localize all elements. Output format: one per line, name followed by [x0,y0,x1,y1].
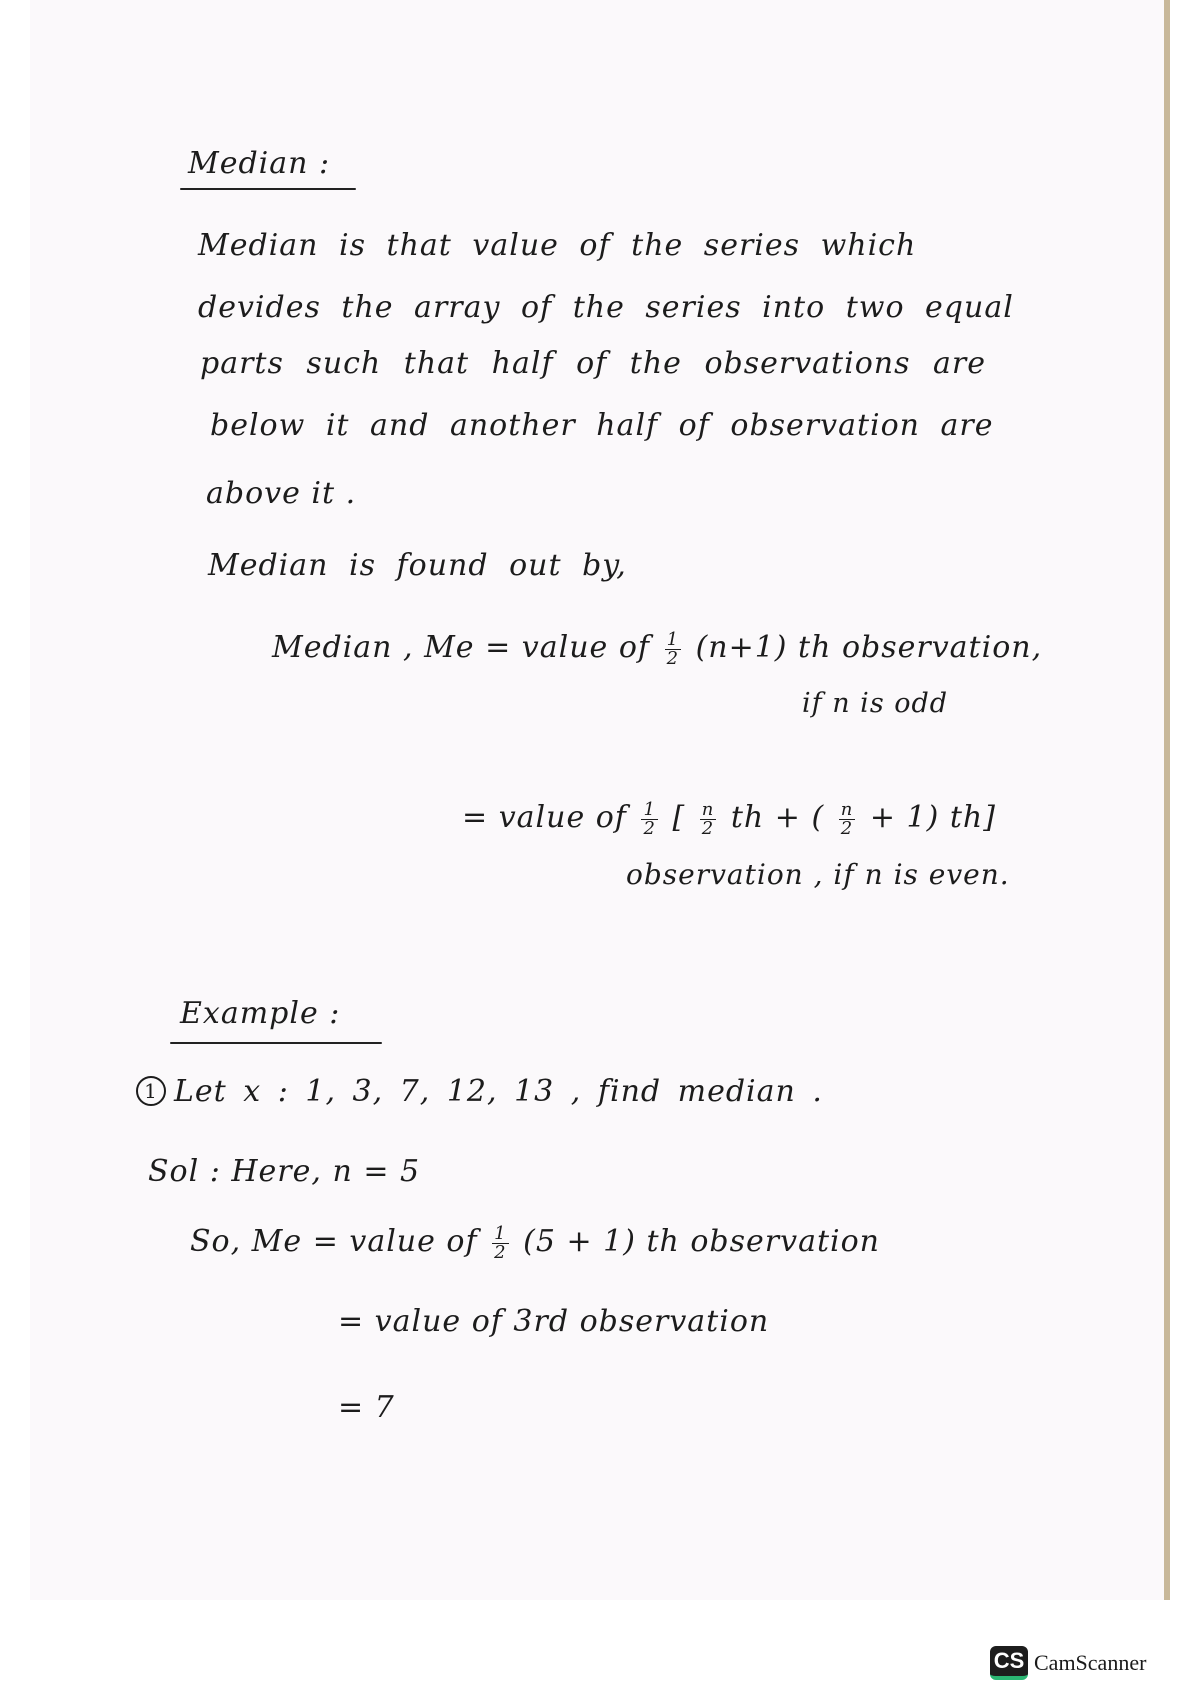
formula-even-mid: th + ( [730,800,825,835]
solution-line-4: = 7 [338,1390,395,1425]
formula-even-fraction-2 [700,798,717,839]
formula-odd-post: (n+1) th observation, [695,630,1043,665]
heading-underline [180,188,356,190]
definition-line-3: parts such that half of the observations are [200,346,986,381]
formula-odd-fraction [665,628,681,669]
fraction-denominator: 2 [494,1241,507,1263]
formula-even-pre: value of [498,800,627,835]
definition-line-2: devides the array of the series into two equal [198,290,1014,325]
formula-even-bracket: [ [672,800,686,835]
problem-text: Let x : 1, 3, 7, 12, 13 , find median . [174,1074,823,1109]
formula-even [462,800,996,838]
formula-even-eq: = [462,800,489,835]
formula-odd-pre: value of [521,630,651,665]
formula-even-fraction-3 [839,798,856,839]
solution-fraction [492,1222,508,1263]
fraction-denominator: 2 [840,817,854,839]
solution-line-1: Sol : Here, n = 5 [148,1154,421,1189]
fraction-denominator: 2 [666,647,680,669]
formula-even-post: + 1) th] [869,800,996,835]
formula-even-condition: observation , if n is even. [626,858,1010,891]
solution-line-2 [190,1224,880,1262]
fraction-denominator: 2 [701,817,715,839]
fraction-numerator: n [840,798,854,820]
camscanner-text: CamScanner [1034,1650,1147,1675]
problem-number: 1 [136,1076,166,1106]
example-underline [170,1042,382,1044]
camscanner-watermark [990,1646,1146,1680]
formula-odd-condition: if n is odd [802,688,949,719]
fraction-numerator: n [701,798,715,820]
fraction-numerator: 1 [666,628,680,650]
definition-line-4: below it and another half of observation are [210,408,994,443]
definition-line-1: Median is that value of the series which [198,228,917,263]
camscanner-logo: CS [990,1646,1028,1680]
page-heading: Median : [188,146,331,181]
formula-odd [272,630,1042,668]
fraction-numerator: 1 [494,1222,507,1244]
example-heading: Example : [180,996,341,1031]
solution-line-2-post: (5 + 1) th observation [523,1224,880,1259]
formula-odd-lhs: Median , Me [272,630,475,665]
fraction-denominator: 2 [643,817,656,839]
definition-line-5: above it . [206,476,357,511]
formula-even-fraction-1 [641,798,657,839]
fraction-numerator: 1 [643,798,656,820]
solution-line-3: = value of 3rd observation [338,1304,770,1339]
solution-line-2-pre: So, Me = value of [190,1224,478,1259]
method-intro: Median is found out by, [208,548,627,583]
formula-odd-eq: = [485,630,512,665]
example-problem [136,1074,823,1109]
